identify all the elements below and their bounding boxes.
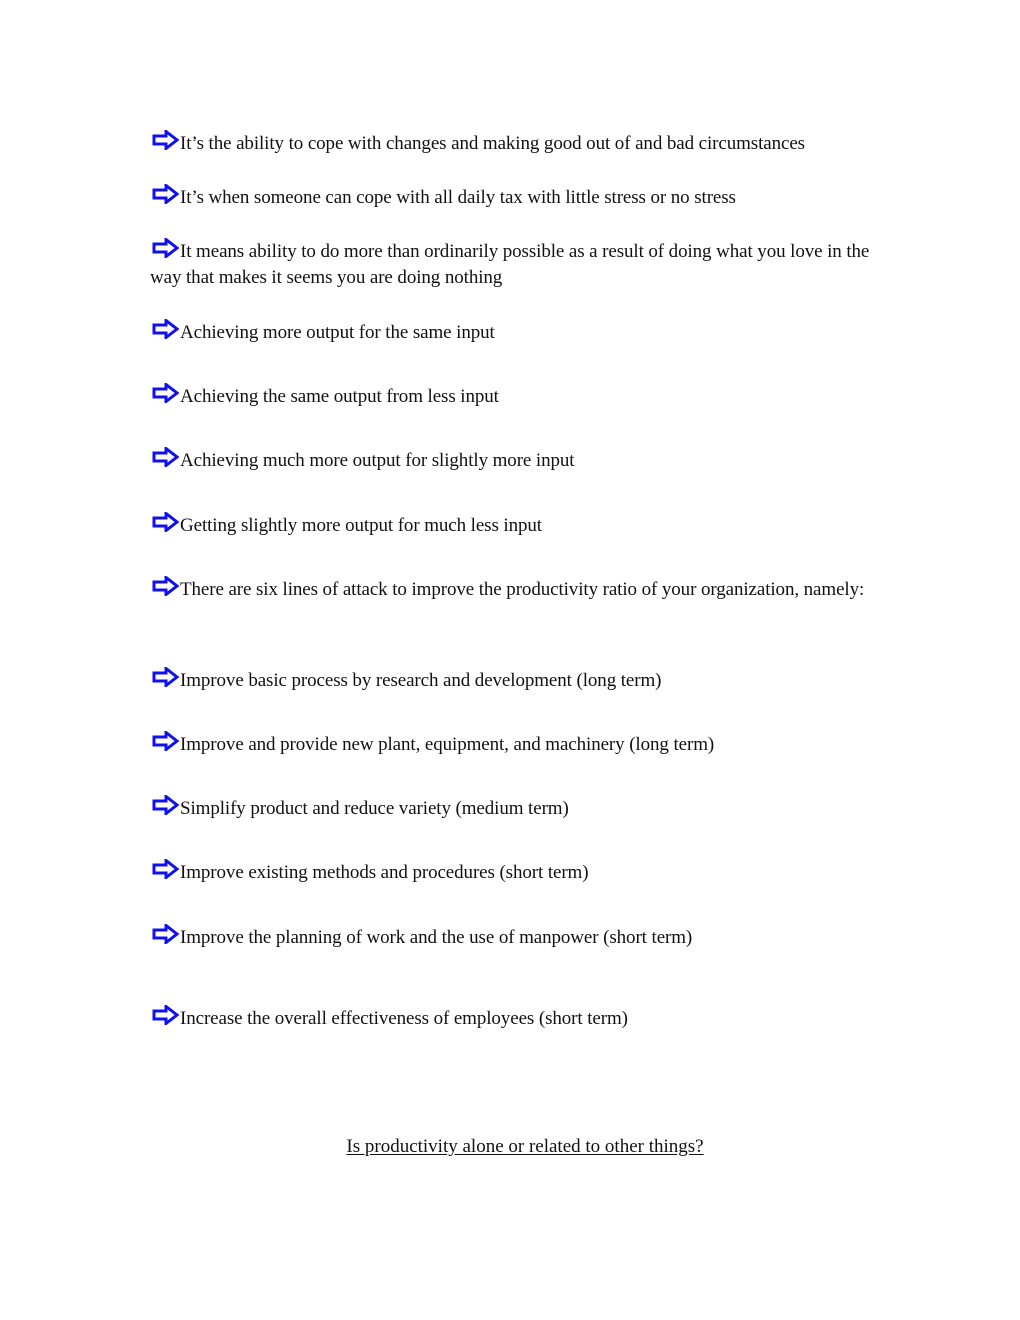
bullet-item <box>150 859 895 886</box>
bullet-item <box>150 924 895 951</box>
right-arrow-icon <box>152 512 179 532</box>
section-heading: Is productivity alone or related to other things? <box>346 1136 704 1157</box>
bullet-text: Achieving much more output for slightly more input <box>180 450 575 471</box>
right-arrow-icon <box>152 731 179 751</box>
bullet-text: Getting slightly more output for much less input <box>180 515 542 536</box>
bullet-item <box>150 576 895 603</box>
bullet-text: Improve basic process by research and development (long term) <box>180 670 662 691</box>
right-arrow-icon <box>152 576 179 596</box>
right-arrow-icon <box>152 383 179 403</box>
bullet-text: There are six lines of attack to improve the productivity ratio of your organization, namely: <box>180 579 865 600</box>
right-arrow-icon <box>152 667 179 687</box>
bullet-item <box>150 130 895 157</box>
bullet-item <box>150 1005 895 1032</box>
right-arrow-icon <box>152 795 179 815</box>
bullet-item <box>150 512 895 539</box>
bullet-text: It’s when someone can cope with all daily tax with little stress or no stress <box>180 187 736 208</box>
bullet-text: Simplify product and reduce variety (medium term) <box>180 798 569 819</box>
right-arrow-icon <box>152 319 179 339</box>
bullet-text: Improve existing methods and procedures (short term) <box>180 862 589 883</box>
right-arrow-icon <box>152 130 179 150</box>
right-arrow-icon <box>152 859 179 879</box>
bullet-item <box>150 184 895 211</box>
bullet-item <box>150 319 895 346</box>
bullet-text: Improve and provide new plant, equipment, and machinery (long term) <box>180 734 715 755</box>
right-arrow-icon <box>152 924 179 944</box>
bullet-text: Increase the overall effectiveness of employees (short term) <box>180 1008 628 1029</box>
bullet-text: Achieving the same output from less input <box>180 386 499 407</box>
bullet-text: Achieving more output for the same input <box>180 322 495 343</box>
bullet-item <box>150 447 895 474</box>
bullet-item <box>150 731 895 758</box>
bullet-item <box>150 667 895 694</box>
right-arrow-icon <box>152 447 179 467</box>
right-arrow-icon <box>152 184 179 204</box>
right-arrow-icon <box>152 1005 179 1025</box>
bullet-text: It means ability to do more than ordinarily possible as a result of doing what you love in the way that makes it seems you are doing nothing <box>150 241 870 288</box>
bullet-item <box>150 238 895 291</box>
bullet-text: Improve the planning of work and the use of manpower (short term) <box>180 927 693 948</box>
bullet-text: It’s the ability to cope with changes and making good out of and bad circumstances <box>180 133 805 154</box>
bullet-item <box>150 795 895 822</box>
bullet-item <box>150 383 895 410</box>
right-arrow-icon <box>152 238 179 258</box>
